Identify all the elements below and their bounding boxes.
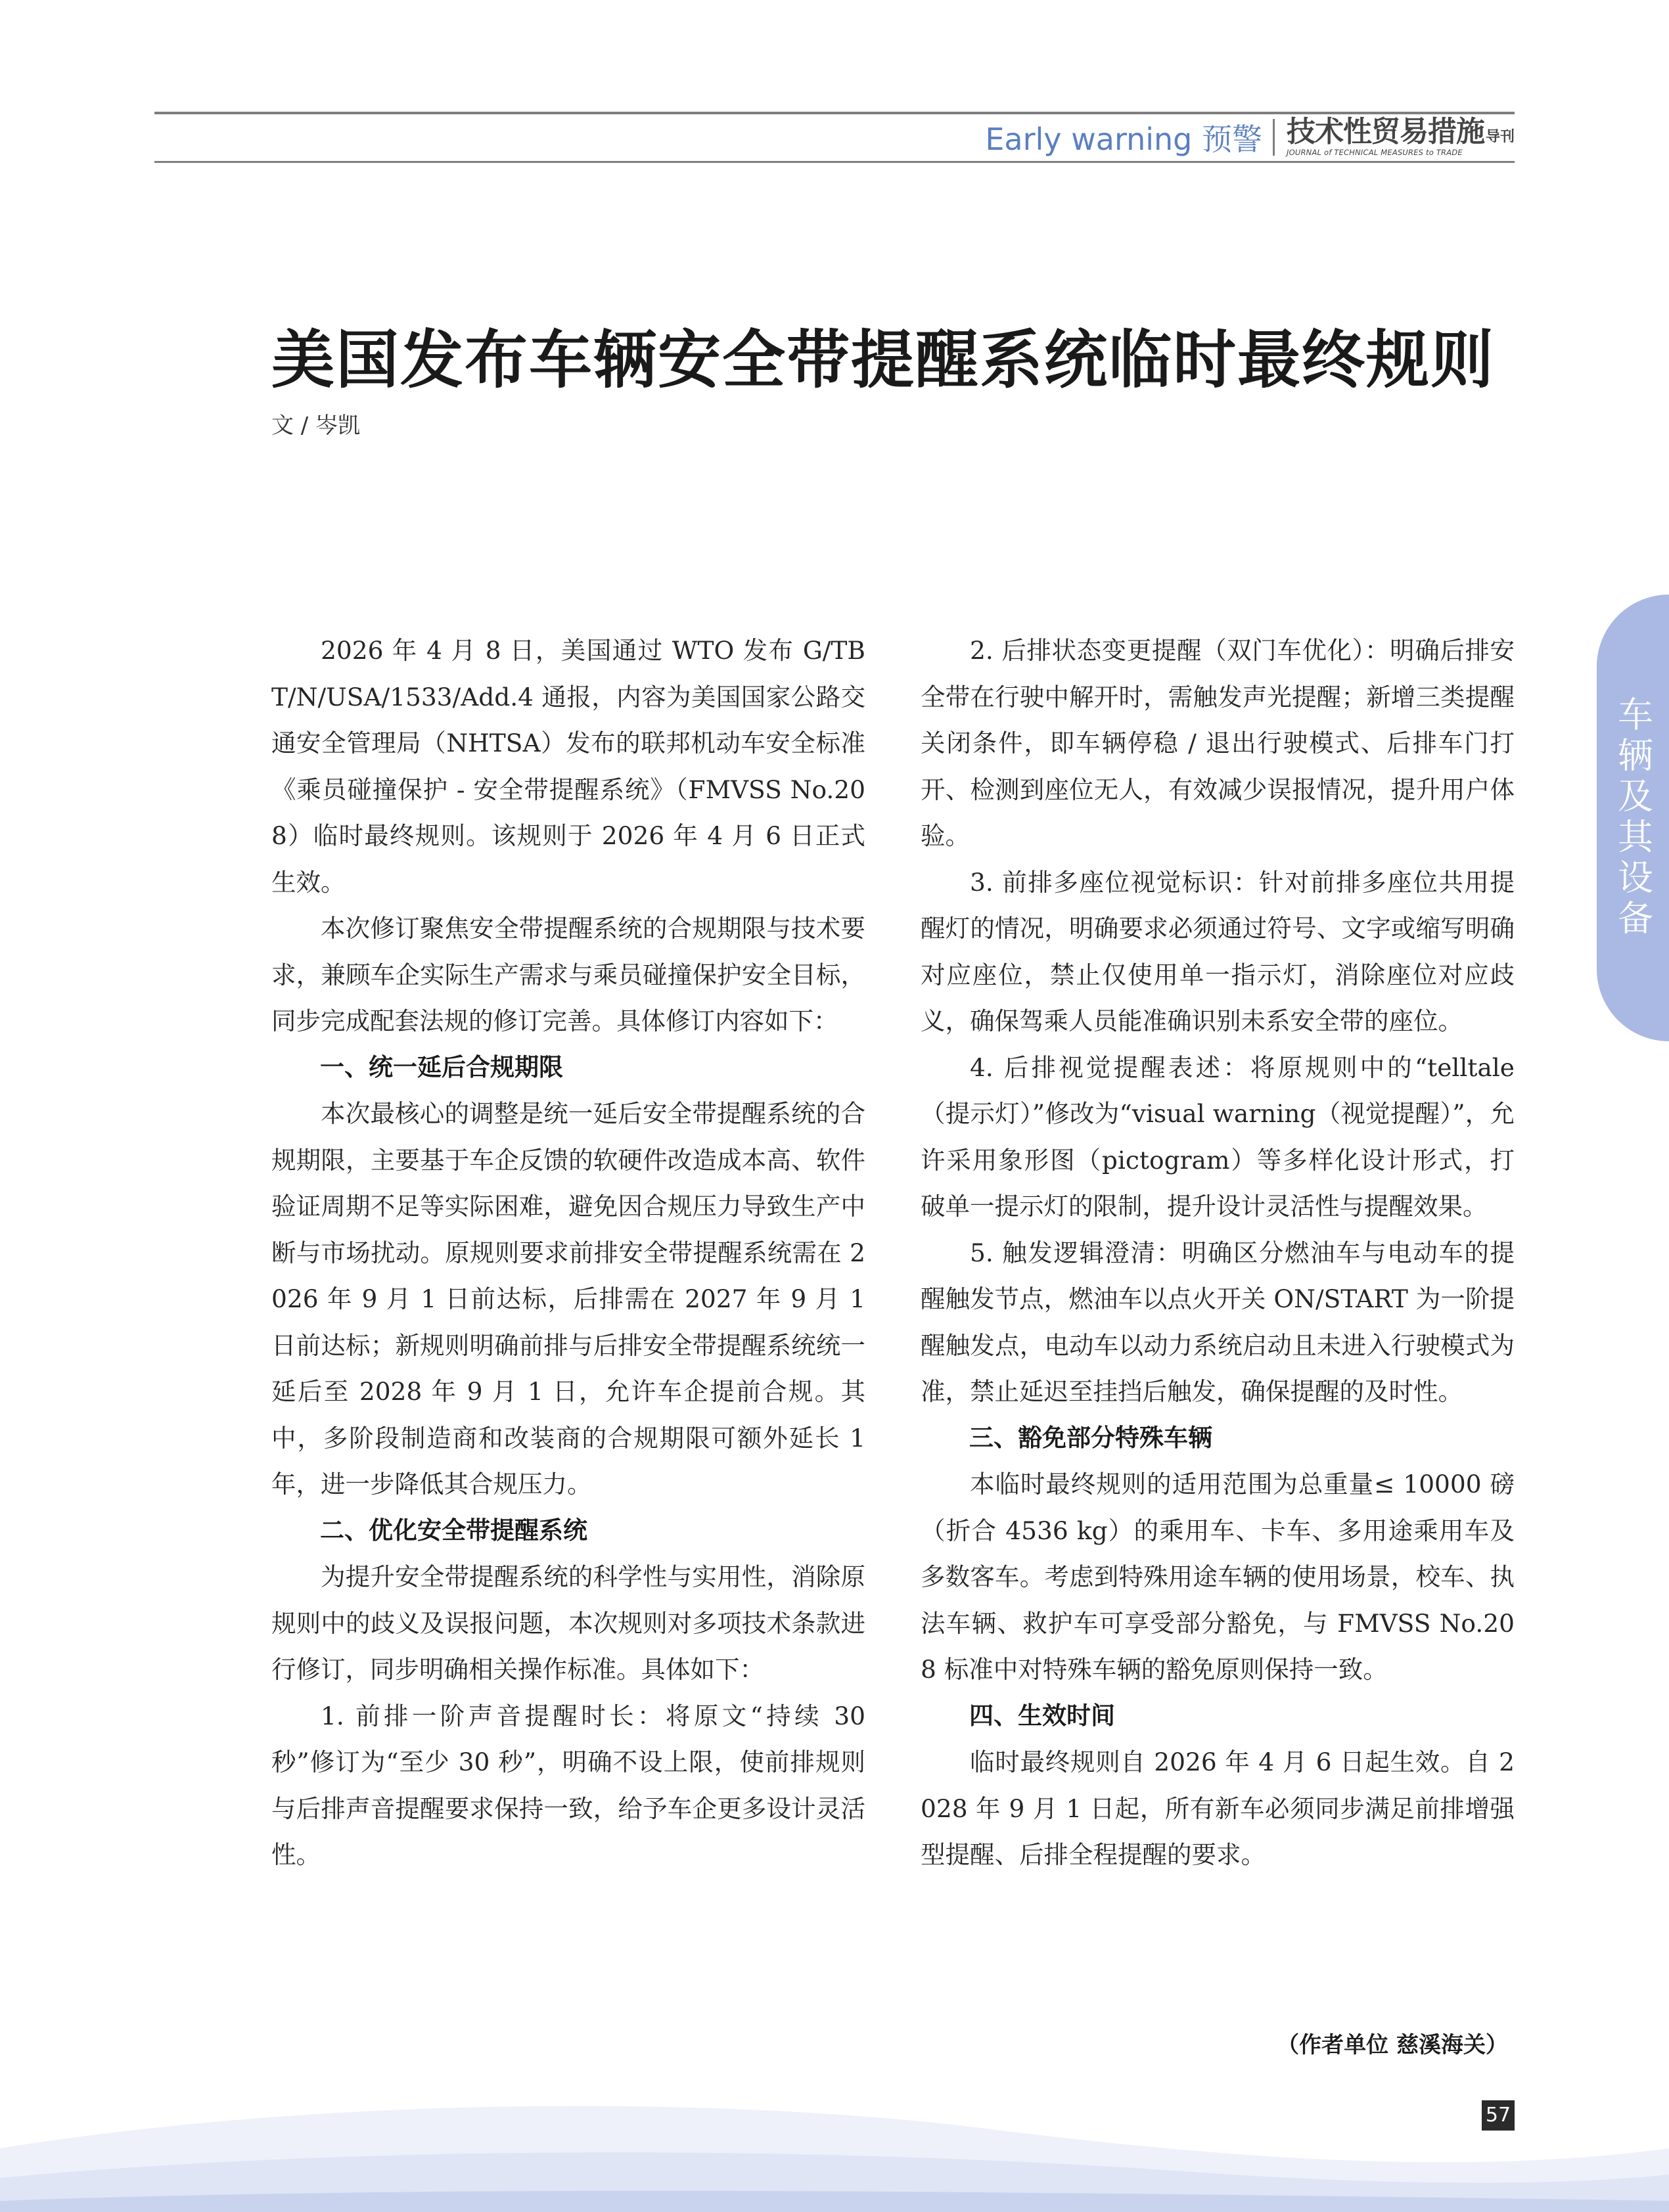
header-top-rule [154,112,1515,114]
running-header [985,116,1515,159]
section-heading: 二、优化安全带提醒系统 [320,1516,587,1545]
body-paragraph: 3. 前排多座位视觉标识：针对前排多座位共用提醒灯的情况，明确要求必须通过符号、文字或缩写明确对应座位，禁止仅使用单一指示灯，消除座位对应歧义，确保驾乘人员能准确识别未系安全带的座位。 [921,867,1515,1035]
right-column [921,627,1515,1878]
journal-name-suffix: 导刊 [1485,129,1515,146]
body-paragraph: 临时最终规则自 2026 年 4 月 6 日起生效。自 2028 年 9 月 1 日起，所有新车必须同步满足前排增强型提醒、后排全程提醒的要求。 [921,1748,1515,1869]
section-heading: 一、统一延后合规期限 [320,1052,563,1081]
body-paragraph: 5. 触发逻辑澄清：明确区分燃油车与电动车的提醒触发节点，燃油车以点火开关 ON/START 为一阶提醒触发点，电动车以动力系统启动且未进入行驶模式为准，禁止延迟至挂挡后触发，确保提醒的及时性。 [921,1238,1515,1406]
body-paragraph: 2026 年 4 月 8 日，美国通过 WTO 发布 G/TBT/N/USA/1533/Add.4 通报，内容为美国国家公路交通安全管理局（NHTSA）发布的联邦机动车安全标准《乘员碰撞保护 - 安全带提醒系统》（FMVSS No.208）临时最终规则。该规则于 2026 年 4 月 6 日正式生效。 [271,636,865,897]
body-paragraph: 2. 后排状态变更提醒（双门车优化）：明确后排安全带在行驶中解开时，需触发声光提醒；新增三类提醒关闭条件，即车辆停稳 / 退出行驶模式、后排车门打开、检测到座位无人，有效减少误报情况，提升用户体验。 [921,636,1515,850]
section-heading: 三、豁免部分特殊车辆 [969,1423,1212,1452]
body-paragraph: 本临时最终规则的适用范围为总重量≤ 10000 磅（折合 4536 kg）的乘用车、卡车、多用途乘用车及多数客车。考虑到特殊用途车辆的使用场景，校车、执法车辆、救护车可享受部分豁免，与 FMVSS No.208 标准中对特殊车辆的豁免原则保持一致。 [921,1470,1515,1684]
section-label: Early warning 预警 [985,122,1262,157]
left-column [271,627,865,1878]
article-title: 美国发布车辆安全带提醒系统临时最终规则 [271,323,1495,397]
footer-wave-decoration [0,2069,1669,2212]
journal-name-english: JOURNAL of TECHNICAL MEASURES to TRADE [1286,148,1463,158]
body-paragraph: 本次修订聚焦安全带提醒系统的合规期限与技术要求，兼顾车企实际生产需求与乘员碰撞保护安全目标，同步完成配套法规的修订完善。具体修订内容如下： [271,914,865,1035]
article-byline: 文 / 岑凯 [271,413,361,439]
journal-name: 技术性贸易措施 [1286,115,1484,149]
page-number: 57 [1482,2100,1515,2131]
header-divider [1273,119,1275,156]
body-paragraph: 1. 前排一阶声音提醒时长：将原文“持续 30 秒”修订为“至少 30 秒”，明确不设上限，使前排规则与后排声音提醒要求保持一致，给予车企更多设计灵活性。 [271,1701,865,1869]
journal-masthead [1286,115,1515,158]
section-heading: 四、生效时间 [969,1701,1115,1730]
author-credit: （作者单位 慈溪海关） [1277,2032,1508,2058]
header-bottom-rule [154,161,1515,163]
side-tab-label: 车辆及其设备 [1612,696,1654,940]
body-paragraph: 4. 后排视觉提醒表述：将原规则中的“telltale（提示灯）”修改为“visual warning（视觉提醒）”，允许采用象形图（pictogram）等多样化设计形式，打破单一提示灯的限制，提升设计灵活性与提醒效果。 [921,1052,1515,1221]
section-side-tab [1597,595,1669,1041]
body-paragraph: 本次最核心的调整是统一延后安全带提醒系统的合规期限，主要基于车企反馈的软硬件改造成本高、软件验证周期不足等实际困难，避免因合规压力导致生产中断与市场扰动。原规则要求前排安全带提醒系统需在 2026 年 9 月 1 日前达标，后排需在 2027 年 9 月 1 日前达标；新规则明确前排与后排安全带提醒系统统一延后至 2028 年 9 月 1 日，允许车企提前合规。其中，多阶段制造商和改装商的合规期限可额外延长 1 年，进一步降低其合规压力。 [271,1099,865,1499]
body-paragraph: 为提升安全带提醒系统的科学性与实用性，消除原规则中的歧义及误报问题，本次规则对多项技术条款进行修订，同步明确相关操作标准。具体如下： [271,1562,865,1684]
